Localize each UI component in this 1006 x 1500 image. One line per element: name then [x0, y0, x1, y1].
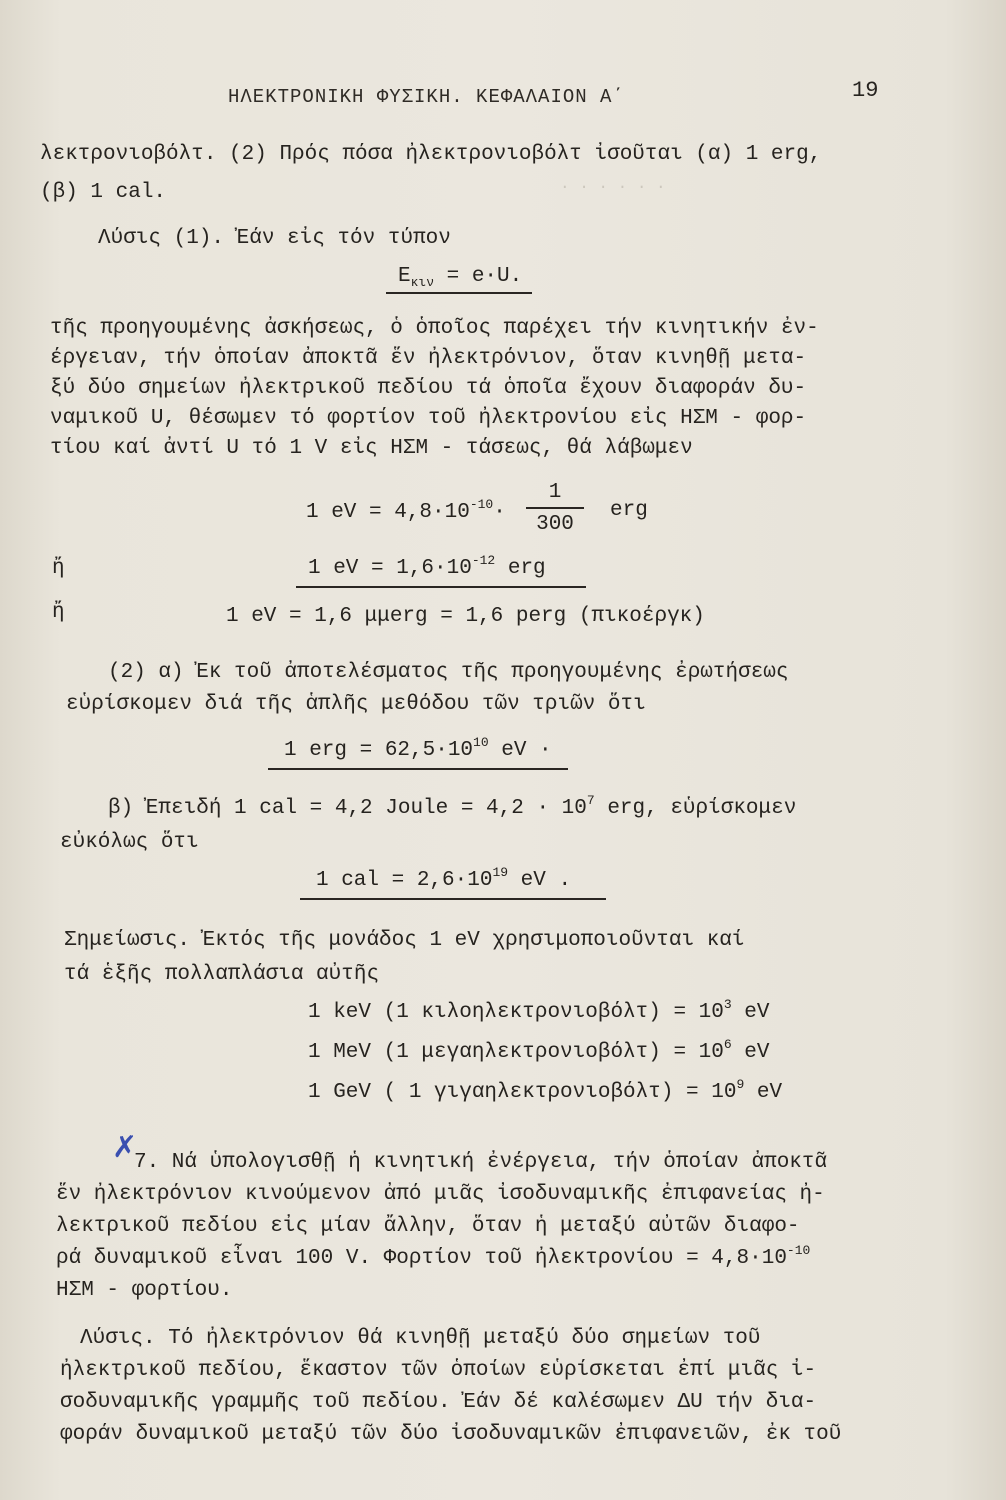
solution-7-line-2: ἠλεκτρικοῦ πεδίου, ἕκαστον τῶν ὁποίων εὑρίσκεται ἐπί μιᾶς ἰ-	[60, 1359, 817, 1382]
eq2-unit: erg	[507, 557, 546, 580]
intro-line-1: λεκτρονιοβόλτ. (2) Πρός πόσα ἠλεκτρονιοβόλτ ἰσοῦται (α) 1 erg,	[40, 143, 822, 166]
beta-line-1	[108, 793, 797, 822]
erg-eq-lhs: 1 erg = 62,5·10	[284, 739, 474, 762]
kev-text: 1 keV (1 κιλοηλεκτρονιοβόλτ) = 10	[308, 1001, 724, 1024]
cal-eq-exponent: 19	[492, 865, 509, 880]
gev-unit: eV	[756, 1081, 783, 1104]
beta-text: β) Ἐπειδή 1 cal = 4,2 Joule = 4,2 · 10	[108, 797, 587, 820]
eq1-exponent: -10	[469, 497, 494, 512]
solution-text: Ἐάν εἰς τόν τύπον	[236, 227, 451, 250]
page-number: 19	[852, 78, 879, 103]
problem-7-exponent: -10	[786, 1243, 811, 1258]
multiple-kev	[308, 997, 770, 1026]
eq2-underline	[296, 586, 586, 588]
solution-label: Λύσις (1).	[98, 227, 225, 250]
cal-eq-unit: eV .	[520, 869, 572, 892]
erg-eq-exponent: 10	[473, 735, 489, 750]
mev-exponent: 6	[723, 1037, 732, 1052]
part-2-line-2: εὑρίσκομεν διά τῆς ἁπλῆς μεθόδου τῶν τριῶν ὅτι	[66, 693, 646, 716]
kinetic-energy-formula	[398, 264, 522, 290]
equation-erg-ev	[284, 735, 552, 764]
mev-unit: eV	[744, 1041, 770, 1064]
problem-7-line-3: λεκτρικοῦ πεδίου εἰς μίαν ἄλλην, ὅταν ἡ μεταξύ αὐτῶν διαφο-	[56, 1215, 800, 1238]
formula-subscript: κιν	[410, 275, 435, 290]
part-2-line-1: (2) α) Ἐκ τοῦ ἀποτελέσματος τῆς προηγουμένης ἐρωτήσεως	[108, 661, 789, 684]
eq2-exponent: -12	[471, 553, 496, 568]
solution-1-line-2: έργειαν, τήν ὁποίαν ἀποκτᾶ ἕν ἠλεκτρόνιον, ὅταν κινηθῇ μετα-	[50, 347, 807, 370]
problem-7-line-4	[56, 1243, 811, 1272]
equation-ev-erg-1	[306, 497, 506, 526]
fraction-denominator: 300	[536, 513, 574, 536]
equation-ev-erg-2	[308, 553, 546, 582]
solution-1-intro	[98, 226, 451, 252]
erg-eq-unit: eV ·	[501, 739, 552, 762]
solution-7-line-4: φοράν δυναμικοῦ μεταξύ τῶν δύο ἰσοδυναμικῶν ἐπιφανειῶν, ἐκ τοῦ	[60, 1423, 842, 1446]
problem-7-line-5: ΗΣΜ - φορτίου.	[56, 1279, 233, 1302]
erg-eq-underline	[268, 768, 568, 770]
fraction	[526, 480, 584, 506]
solution-1-line-5: τίου καί ἀντί U τό 1 V εἰς ΗΣΜ - τάσεως, θά λάβωμεν	[50, 437, 693, 460]
equation-ev-perg: 1 eV = 1,6 μμerg = 1,6 perg (πικοέργκ)	[226, 605, 705, 628]
eq1-lhs: 1 eV = 4,8·10	[306, 501, 470, 524]
multiple-gev	[308, 1077, 783, 1106]
problem-7-line-1: 7. Νά ὑπολογισθῇ ἡ κινητική ἐνέργεια, τήν ὁποίαν ἀποκτᾶ	[134, 1151, 828, 1174]
solution-1-line-4: ναμικοῦ U, θέσωμεν τό φορτίον τοῦ ἠλεκτρονίου εἰς ΗΣΜ - φορ-	[50, 407, 807, 430]
solution-7-line-1: Λύσις. Τό ἠλεκτρόνιον θά κινηθῇ μεταξύ δύο σημείων τοῦ	[80, 1327, 761, 1350]
kev-exponent: 3	[723, 997, 732, 1012]
eq2-lhs: 1 eV = 1,6·10	[308, 557, 472, 580]
or-marker-2: ἤ	[52, 601, 65, 624]
eq1-unit: erg	[610, 499, 648, 522]
eq1-dot: ·	[493, 501, 506, 524]
mev-text: 1 MeV (1 μεγαηλεκτρονιοβόλτ) = 10	[308, 1041, 724, 1064]
beta-exponent: 7	[586, 793, 595, 808]
note-line-1: Σημείωσις. Ἐκτός τῆς μονάδος 1 eV χρησιμοποιοῦνται καί	[64, 929, 745, 952]
beta-text-end: erg, εὑρίσκομεν	[607, 797, 797, 820]
or-marker-1: ἤ	[52, 557, 65, 580]
problem-7-line-4-text: ρά δυναμικοῦ εἶναι 100 V. Φορτίον τοῦ ἠλεκτρονίου = 4,8·10	[56, 1247, 787, 1270]
equation-cal-ev	[316, 865, 572, 894]
multiple-mev	[308, 1037, 770, 1066]
formula-rhs: = e·U.	[446, 265, 523, 288]
beta-line-2: εὐκόλως ὅτι	[60, 831, 199, 854]
note-line-2: τά ἑξῆς πολλαπλάσια αὐτῆς	[64, 963, 380, 986]
solution-7-line-3: σοδυναμικῆς γραμμῆς τοῦ πεδίου. Ἐάν δέ καλέσωμεν ΔU τήν δια-	[60, 1391, 817, 1414]
cal-eq-underline	[300, 898, 606, 900]
bleed-through: · · · · · ·	[560, 178, 666, 196]
formula-lhs: E	[398, 265, 411, 288]
gev-text: 1 GeV ( 1 γιγαηλεκτρονιοβόλτ) = 10	[308, 1081, 737, 1104]
solution-1-line-3: ξύ δύο σημείων ἠλεκτρικοῦ πεδίου τά ὁποῖα ἔχουν διαφοράν δυ-	[50, 377, 807, 400]
gev-exponent: 9	[736, 1077, 745, 1092]
problem-7-line-2: ἕν ἠλεκτρόνιον κινούμενον ἀπό μιᾶς ἰσοδυναμικῆς ἐπιφανείας ἠ-	[56, 1183, 825, 1206]
kev-unit: eV	[744, 1001, 770, 1024]
running-title: ΗΛΕΚΤΡΟΝΙΚΗ ΦΥΣΙΚΗ. ΚΕΦΑΛΑΙΟΝ Α΄	[228, 86, 625, 108]
solution-1-line-1: τῆς προηγουμένης ἀσκήσεως, ὁ ὁποῖος παρέχει τήν κινητικήν ἐν-	[50, 317, 819, 340]
fraction-numerator: 1	[548, 481, 562, 504]
fraction-bar	[526, 507, 584, 509]
intro-line-2: (β) 1 cal.	[40, 181, 167, 204]
handwritten-check-mark: ✗	[112, 1130, 138, 1165]
formula-underline	[386, 292, 532, 294]
cal-eq-lhs: 1 cal = 2,6·10	[316, 869, 493, 892]
